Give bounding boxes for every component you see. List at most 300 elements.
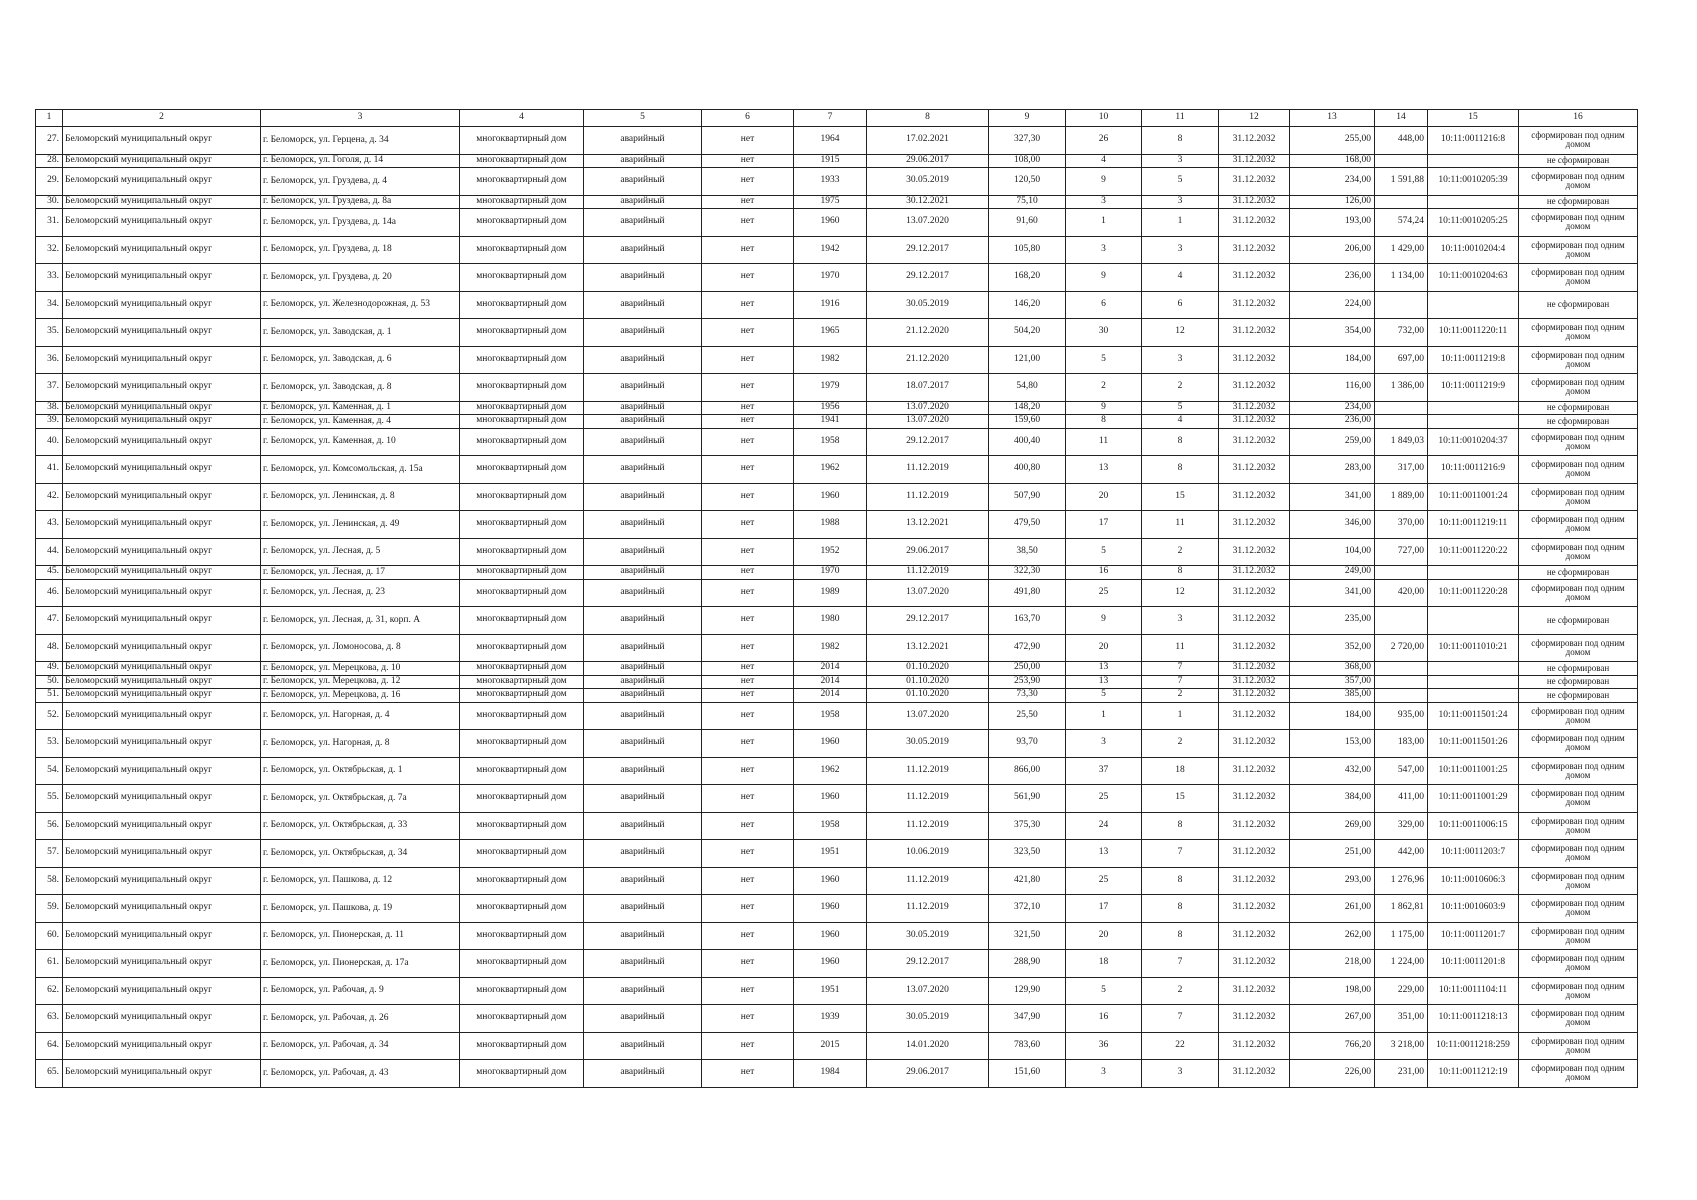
land-area-cell: 1 429,00	[1375, 236, 1428, 264]
date-cell: 30.05.2019	[867, 730, 989, 758]
value-cell: 251,00	[1290, 840, 1375, 868]
address-cell: г. Беломорск, ул. Ломоносова, д. 8	[261, 634, 460, 662]
value-cell: 184,00	[1290, 702, 1375, 730]
condition-cell: аварийный	[584, 511, 702, 539]
year-cell: 1951	[794, 977, 867, 1005]
district-cell: Беломорский муниципальный округ	[63, 785, 261, 813]
year-cell: 1915	[794, 154, 867, 168]
count-cell: 15	[1142, 483, 1219, 511]
cadastral-cell: 10:11:0010204:63	[1428, 264, 1519, 292]
date-cell: 29.12.2017	[867, 264, 989, 292]
plan-date-cell: 31.12.2032	[1219, 689, 1290, 703]
condition-cell: аварийный	[584, 236, 702, 264]
address-cell: г. Беломорск, ул. Герцена, д. 34	[261, 127, 460, 155]
row-number: 55.	[36, 785, 63, 813]
cadastral-cell: 10:11:0011220:11	[1428, 319, 1519, 347]
date-cell: 11.12.2019	[867, 757, 989, 785]
value-cell: 236,00	[1290, 415, 1375, 429]
date-cell: 30.12.2021	[867, 195, 989, 209]
address-cell: г. Беломорск, ул. Каменная, д. 10	[261, 428, 460, 456]
count-cell: 2	[1142, 689, 1219, 703]
plan-date-cell: 31.12.2032	[1219, 1032, 1290, 1060]
condition-cell: аварийный	[584, 730, 702, 758]
year-cell: 1962	[794, 757, 867, 785]
plan-date-cell: 31.12.2032	[1219, 634, 1290, 662]
count-cell: 15	[1142, 785, 1219, 813]
column-header: 16	[1519, 110, 1638, 127]
building-type-cell: многоквартирный дом	[460, 730, 584, 758]
flag-cell: нет	[702, 1060, 794, 1088]
count-cell: 5	[1142, 168, 1219, 196]
area-cell: 347,90	[989, 1005, 1066, 1033]
condition-cell: аварийный	[584, 1060, 702, 1088]
row-number: 57.	[36, 840, 63, 868]
flag-cell: нет	[702, 579, 794, 607]
table-row	[36, 785, 1638, 813]
plan-date-cell: 31.12.2032	[1219, 154, 1290, 168]
area-cell: 321,50	[989, 922, 1066, 950]
condition-cell: аварийный	[584, 1005, 702, 1033]
count-cell: 7	[1142, 1005, 1219, 1033]
date-cell: 30.05.2019	[867, 291, 989, 319]
count-cell: 8	[1142, 456, 1219, 484]
district-cell: Беломорский муниципальный округ	[63, 702, 261, 730]
count-cell: 7	[1142, 662, 1219, 676]
land-status-cell: сформирован под одним домом	[1519, 209, 1638, 237]
land-status-cell: сформирован под одним домом	[1519, 757, 1638, 785]
flag-cell: нет	[702, 346, 794, 374]
address-cell: г. Беломорск, ул. Рабочая, д. 9	[261, 977, 460, 1005]
area-cell: 323,50	[989, 840, 1066, 868]
table-row	[36, 428, 1638, 456]
table-body	[36, 110, 1638, 1088]
condition-cell: аварийный	[584, 950, 702, 978]
count-cell: 36	[1066, 1032, 1142, 1060]
count-cell: 22	[1142, 1032, 1219, 1060]
land-area-cell: 732,00	[1375, 319, 1428, 347]
condition-cell: аварийный	[584, 346, 702, 374]
count-cell: 8	[1142, 895, 1219, 923]
housing-register-table	[35, 109, 1638, 1088]
count-cell: 13	[1066, 662, 1142, 676]
value-cell: 293,00	[1290, 867, 1375, 895]
value-cell: 368,00	[1290, 662, 1375, 676]
date-cell: 29.12.2017	[867, 950, 989, 978]
value-cell: 224,00	[1290, 291, 1375, 319]
land-status-cell: сформирован под одним домом	[1519, 374, 1638, 402]
area-cell: 372,10	[989, 895, 1066, 923]
count-cell: 2	[1142, 730, 1219, 758]
plan-date-cell: 31.12.2032	[1219, 483, 1290, 511]
date-cell: 11.12.2019	[867, 812, 989, 840]
value-cell: 283,00	[1290, 456, 1375, 484]
address-cell: г. Беломорск, ул. Нагорная, д. 4	[261, 702, 460, 730]
plan-date-cell: 31.12.2032	[1219, 456, 1290, 484]
count-cell: 16	[1066, 566, 1142, 580]
area-cell: 129,90	[989, 977, 1066, 1005]
district-cell: Беломорский муниципальный округ	[63, 456, 261, 484]
table-row	[36, 291, 1638, 319]
district-cell: Беломорский муниципальный округ	[63, 634, 261, 662]
address-cell: г. Беломорск, ул. Ленинская, д. 49	[261, 511, 460, 539]
flag-cell: нет	[702, 730, 794, 758]
date-cell: 29.06.2017	[867, 538, 989, 566]
plan-date-cell: 31.12.2032	[1219, 840, 1290, 868]
value-cell: 384,00	[1290, 785, 1375, 813]
flag-cell: нет	[702, 415, 794, 429]
address-cell: г. Беломорск, ул. Рабочая, д. 34	[261, 1032, 460, 1060]
cadastral-cell: 10:11:0011001:25	[1428, 757, 1519, 785]
address-cell: г. Беломорск, ул. Пашкова, д. 19	[261, 895, 460, 923]
cadastral-cell: 10:11:0010204:4	[1428, 236, 1519, 264]
address-cell: г. Беломорск, ул. Мерецкова, д. 16	[261, 689, 460, 703]
district-cell: Беломорский муниципальный округ	[63, 483, 261, 511]
flag-cell: нет	[702, 566, 794, 580]
year-cell: 1960	[794, 483, 867, 511]
flag-cell: нет	[702, 867, 794, 895]
count-cell: 9	[1066, 401, 1142, 415]
plan-date-cell: 31.12.2032	[1219, 895, 1290, 923]
table-row	[36, 1032, 1638, 1060]
plan-date-cell: 31.12.2032	[1219, 291, 1290, 319]
date-cell: 29.12.2017	[867, 236, 989, 264]
address-cell: г. Беломорск, ул. Октябрьская, д. 1	[261, 757, 460, 785]
land-status-cell: сформирован под одним домом	[1519, 236, 1638, 264]
condition-cell: аварийный	[584, 785, 702, 813]
row-number: 61.	[36, 950, 63, 978]
table-row	[36, 867, 1638, 895]
count-cell: 5	[1066, 346, 1142, 374]
count-cell: 2	[1142, 538, 1219, 566]
value-cell: 432,00	[1290, 757, 1375, 785]
value-cell: 346,00	[1290, 511, 1375, 539]
district-cell: Беломорский муниципальный округ	[63, 922, 261, 950]
building-type-cell: многоквартирный дом	[460, 757, 584, 785]
count-cell: 3	[1142, 195, 1219, 209]
plan-date-cell: 31.12.2032	[1219, 950, 1290, 978]
value-cell: 104,00	[1290, 538, 1375, 566]
condition-cell: аварийный	[584, 428, 702, 456]
count-cell: 3	[1066, 195, 1142, 209]
land-area-cell: 697,00	[1375, 346, 1428, 374]
land-status-cell: не сформирован	[1519, 195, 1638, 209]
flag-cell: нет	[702, 689, 794, 703]
count-cell: 25	[1066, 579, 1142, 607]
area-cell: 561,90	[989, 785, 1066, 813]
row-number: 62.	[36, 977, 63, 1005]
address-cell: г. Беломорск, ул. Гоголя, д. 14	[261, 154, 460, 168]
address-cell: г. Беломорск, ул. Пашкова, д. 12	[261, 867, 460, 895]
cadastral-cell: 10:11:0011212:19	[1428, 1060, 1519, 1088]
area-cell: 73,30	[989, 689, 1066, 703]
cadastral-cell: 10:11:0011216:8	[1428, 127, 1519, 155]
date-cell: 13.12.2021	[867, 511, 989, 539]
count-cell: 9	[1066, 264, 1142, 292]
cadastral-cell: 10:11:0011010:21	[1428, 634, 1519, 662]
land-status-cell: сформирован под одним домом	[1519, 168, 1638, 196]
year-cell: 1979	[794, 374, 867, 402]
flag-cell: нет	[702, 291, 794, 319]
column-header: 12	[1219, 110, 1290, 127]
table-row	[36, 812, 1638, 840]
flag-cell: нет	[702, 374, 794, 402]
plan-date-cell: 31.12.2032	[1219, 812, 1290, 840]
cadastral-cell: 10:11:0011220:28	[1428, 579, 1519, 607]
year-cell: 1982	[794, 346, 867, 374]
district-cell: Беломорский муниципальный округ	[63, 291, 261, 319]
table-row	[36, 702, 1638, 730]
year-cell: 1958	[794, 812, 867, 840]
count-cell: 13	[1066, 456, 1142, 484]
count-cell: 37	[1066, 757, 1142, 785]
condition-cell: аварийный	[584, 675, 702, 689]
cadastral-cell: 10:11:0011219:8	[1428, 346, 1519, 374]
table-row	[36, 264, 1638, 292]
plan-date-cell: 31.12.2032	[1219, 374, 1290, 402]
building-type-cell: многоквартирный дом	[460, 374, 584, 402]
condition-cell: аварийный	[584, 634, 702, 662]
condition-cell: аварийный	[584, 689, 702, 703]
plan-date-cell: 31.12.2032	[1219, 209, 1290, 237]
area-cell: 25,50	[989, 702, 1066, 730]
district-cell: Беломорский муниципальный округ	[63, 401, 261, 415]
district-cell: Беломорский муниципальный округ	[63, 127, 261, 155]
table-row	[36, 374, 1638, 402]
plan-date-cell: 31.12.2032	[1219, 662, 1290, 676]
table-row	[36, 689, 1638, 703]
date-cell: 30.05.2019	[867, 922, 989, 950]
plan-date-cell: 31.12.2032	[1219, 415, 1290, 429]
plan-date-cell: 31.12.2032	[1219, 730, 1290, 758]
count-cell: 9	[1066, 168, 1142, 196]
row-number: 56.	[36, 812, 63, 840]
table-row	[36, 579, 1638, 607]
count-cell: 25	[1066, 867, 1142, 895]
district-cell: Беломорский муниципальный округ	[63, 168, 261, 196]
year-cell: 1982	[794, 634, 867, 662]
flag-cell: нет	[702, 168, 794, 196]
land-status-cell: сформирован под одним домом	[1519, 483, 1638, 511]
count-cell: 12	[1142, 579, 1219, 607]
building-type-cell: многоквартирный дом	[460, 291, 584, 319]
row-number: 40.	[36, 428, 63, 456]
table-row	[36, 483, 1638, 511]
address-cell: г. Беломорск, ул. Лесная, д. 31, корп. А	[261, 607, 460, 635]
address-cell: г. Беломорск, ул. Каменная, д. 4	[261, 415, 460, 429]
value-cell: 198,00	[1290, 977, 1375, 1005]
district-cell: Беломорский муниципальный округ	[63, 730, 261, 758]
land-status-cell: не сформирован	[1519, 662, 1638, 676]
building-type-cell: многоквартирный дом	[460, 264, 584, 292]
land-status-cell: сформирован под одним домом	[1519, 264, 1638, 292]
count-cell: 11	[1142, 634, 1219, 662]
building-type-cell: многоквартирный дом	[460, 209, 584, 237]
building-type-cell: многоквартирный дом	[460, 511, 584, 539]
flag-cell: нет	[702, 785, 794, 813]
area-cell: 400,40	[989, 428, 1066, 456]
building-type-cell: многоквартирный дом	[460, 428, 584, 456]
cadastral-cell: 10:11:0011001:24	[1428, 483, 1519, 511]
value-cell: 267,00	[1290, 1005, 1375, 1033]
row-number: 43.	[36, 511, 63, 539]
cadastral-cell: 10:11:0011501:24	[1428, 702, 1519, 730]
table-row	[36, 415, 1638, 429]
table-row	[36, 538, 1638, 566]
plan-date-cell: 31.12.2032	[1219, 785, 1290, 813]
flag-cell: нет	[702, 428, 794, 456]
value-cell: 234,00	[1290, 401, 1375, 415]
value-cell: 126,00	[1290, 195, 1375, 209]
building-type-cell: многоквартирный дом	[460, 346, 584, 374]
flag-cell: нет	[702, 812, 794, 840]
district-cell: Беломорский муниципальный округ	[63, 236, 261, 264]
count-cell: 30	[1066, 319, 1142, 347]
plan-date-cell: 31.12.2032	[1219, 538, 1290, 566]
count-cell: 1	[1142, 702, 1219, 730]
date-cell: 01.10.2020	[867, 675, 989, 689]
building-type-cell: многоквартирный дом	[460, 154, 584, 168]
count-cell: 24	[1066, 812, 1142, 840]
land-area-cell: 1 134,00	[1375, 264, 1428, 292]
count-cell: 3	[1066, 236, 1142, 264]
plan-date-cell: 31.12.2032	[1219, 702, 1290, 730]
land-area-cell: 3 218,00	[1375, 1032, 1428, 1060]
column-number-row	[36, 110, 1638, 127]
value-cell: 206,00	[1290, 236, 1375, 264]
row-number: 48.	[36, 634, 63, 662]
cadastral-cell: 10:11:0010205:39	[1428, 168, 1519, 196]
value-cell: 235,00	[1290, 607, 1375, 635]
column-header: 15	[1428, 110, 1519, 127]
row-number: 64.	[36, 1032, 63, 1060]
table-row	[36, 840, 1638, 868]
row-number: 37.	[36, 374, 63, 402]
value-cell: 766,20	[1290, 1032, 1375, 1060]
count-cell: 13	[1066, 840, 1142, 868]
district-cell: Беломорский муниципальный округ	[63, 154, 261, 168]
address-cell: г. Беломорск, ул. Каменная, д. 1	[261, 401, 460, 415]
cadastral-cell	[1428, 607, 1519, 635]
condition-cell: аварийный	[584, 168, 702, 196]
flag-cell: нет	[702, 922, 794, 950]
district-cell: Беломорский муниципальный округ	[63, 319, 261, 347]
plan-date-cell: 31.12.2032	[1219, 566, 1290, 580]
value-cell: 153,00	[1290, 730, 1375, 758]
year-cell: 1960	[794, 730, 867, 758]
cadastral-cell: 10:11:0010606:3	[1428, 867, 1519, 895]
count-cell: 17	[1066, 511, 1142, 539]
row-number: 41.	[36, 456, 63, 484]
address-cell: г. Беломорск, ул. Груздева, д. 4	[261, 168, 460, 196]
year-cell: 1960	[794, 950, 867, 978]
value-cell: 352,00	[1290, 634, 1375, 662]
land-status-cell: сформирован под одним домом	[1519, 977, 1638, 1005]
date-cell: 21.12.2020	[867, 346, 989, 374]
area-cell: 504,20	[989, 319, 1066, 347]
count-cell: 7	[1142, 840, 1219, 868]
date-cell: 01.10.2020	[867, 662, 989, 676]
building-type-cell: многоквартирный дом	[460, 689, 584, 703]
condition-cell: аварийный	[584, 401, 702, 415]
value-cell: 385,00	[1290, 689, 1375, 703]
count-cell: 20	[1066, 483, 1142, 511]
year-cell: 1989	[794, 579, 867, 607]
flag-cell: нет	[702, 209, 794, 237]
plan-date-cell: 31.12.2032	[1219, 867, 1290, 895]
condition-cell: аварийный	[584, 757, 702, 785]
column-header: 8	[867, 110, 989, 127]
date-cell: 21.12.2020	[867, 319, 989, 347]
cadastral-cell	[1428, 195, 1519, 209]
land-area-cell: 231,00	[1375, 1060, 1428, 1088]
column-header: 11	[1142, 110, 1219, 127]
row-number: 53.	[36, 730, 63, 758]
land-status-cell: не сформирован	[1519, 675, 1638, 689]
year-cell: 1960	[794, 922, 867, 950]
area-cell: 507,90	[989, 483, 1066, 511]
land-status-cell: сформирован под одним домом	[1519, 812, 1638, 840]
plan-date-cell: 31.12.2032	[1219, 401, 1290, 415]
plan-date-cell: 31.12.2032	[1219, 346, 1290, 374]
cadastral-cell: 10:11:0011220:22	[1428, 538, 1519, 566]
row-number: 35.	[36, 319, 63, 347]
count-cell: 13	[1066, 675, 1142, 689]
cadastral-cell: 10:11:0011218:259	[1428, 1032, 1519, 1060]
date-cell: 10.06.2019	[867, 840, 989, 868]
district-cell: Беломорский муниципальный округ	[63, 950, 261, 978]
count-cell: 3	[1142, 1060, 1219, 1088]
date-cell: 01.10.2020	[867, 689, 989, 703]
date-cell: 14.01.2020	[867, 1032, 989, 1060]
plan-date-cell: 31.12.2032	[1219, 1060, 1290, 1088]
value-cell: 218,00	[1290, 950, 1375, 978]
address-cell: г. Беломорск, ул. Комсомольская, д. 15а	[261, 456, 460, 484]
cadastral-cell	[1428, 291, 1519, 319]
land-area-cell: 2 720,00	[1375, 634, 1428, 662]
address-cell: г. Беломорск, ул. Груздева, д. 8а	[261, 195, 460, 209]
area-cell: 146,20	[989, 291, 1066, 319]
count-cell: 7	[1142, 950, 1219, 978]
row-number: 36.	[36, 346, 63, 374]
land-status-cell: сформирован под одним домом	[1519, 579, 1638, 607]
table-row	[36, 1005, 1638, 1033]
plan-date-cell: 31.12.2032	[1219, 1005, 1290, 1033]
year-cell: 1960	[794, 867, 867, 895]
area-cell: 121,00	[989, 346, 1066, 374]
value-cell: 184,00	[1290, 346, 1375, 374]
address-cell: г. Беломорск, ул. Заводская, д. 8	[261, 374, 460, 402]
row-number: 52.	[36, 702, 63, 730]
flag-cell: нет	[702, 456, 794, 484]
table-row	[36, 922, 1638, 950]
condition-cell: аварийный	[584, 895, 702, 923]
count-cell: 8	[1142, 127, 1219, 155]
condition-cell: аварийный	[584, 483, 702, 511]
district-cell: Беломорский муниципальный округ	[63, 840, 261, 868]
date-cell: 13.07.2020	[867, 579, 989, 607]
date-cell: 11.12.2019	[867, 456, 989, 484]
flag-cell: нет	[702, 950, 794, 978]
cadastral-cell: 10:11:0011006:15	[1428, 812, 1519, 840]
row-number: 42.	[36, 483, 63, 511]
land-status-cell: сформирован под одним домом	[1519, 1060, 1638, 1088]
land-status-cell: сформирован под одним домом	[1519, 511, 1638, 539]
table-row	[36, 127, 1638, 155]
count-cell: 6	[1142, 291, 1219, 319]
address-cell: г. Беломорск, ул. Рабочая, д. 43	[261, 1060, 460, 1088]
count-cell: 2	[1066, 374, 1142, 402]
area-cell: 327,30	[989, 127, 1066, 155]
